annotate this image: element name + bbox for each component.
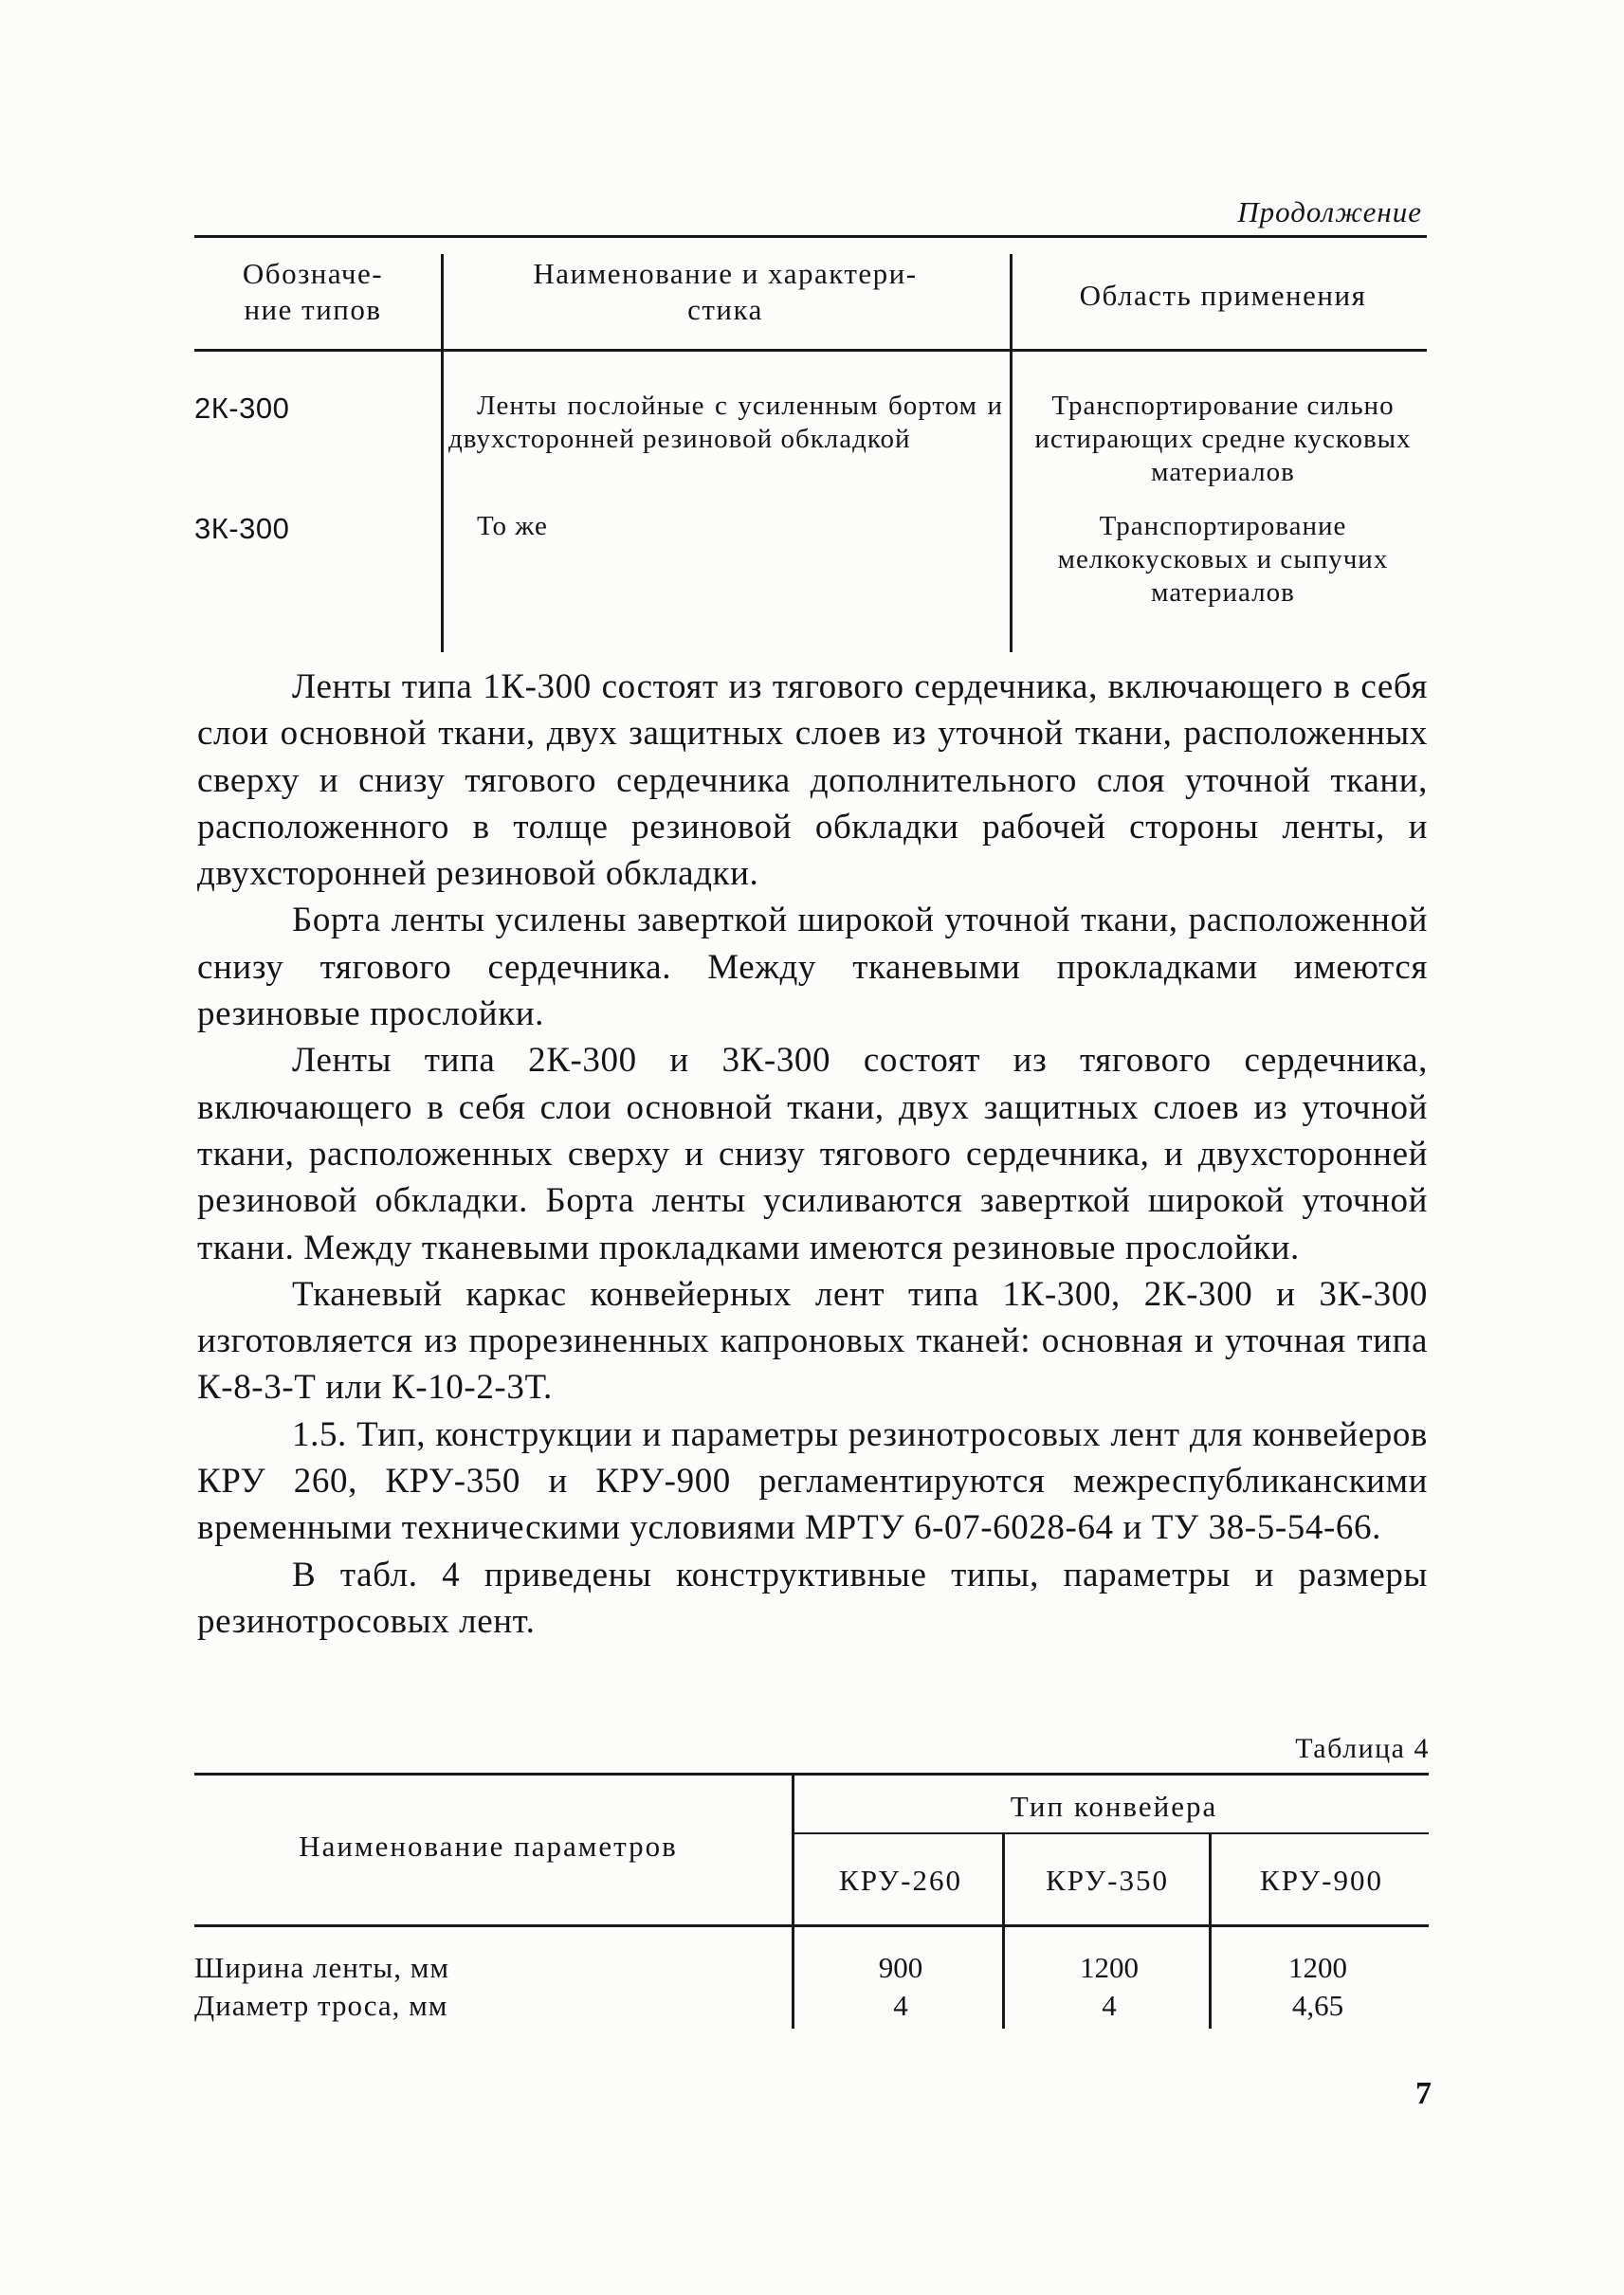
column-header-kru260: КРУ-260 [839, 1864, 962, 1897]
column-header-kru350: КРУ-350 [1046, 1864, 1169, 1897]
value-cell: 4,65 [1291, 1989, 1344, 2022]
parameter-header: Наименование параметров [299, 1830, 678, 1863]
types-table [194, 235, 1427, 652]
value-cell: 900 [878, 1951, 923, 1984]
column-header-name: Наименование и характери- стика [533, 257, 918, 326]
body-text [197, 664, 1428, 1645]
table-top-rule [194, 1773, 1429, 1776]
table-caption: Таблица 4 [1295, 1733, 1430, 1764]
type-usage: Транспортирование мелкокусковых и сыпучих материалов [1057, 511, 1389, 608]
parameters-table [194, 1773, 1429, 2095]
paragraph: Ленты типа 1К-300 состоят из тягового сердечника, включающего в себя слои основной ткани, двух защитных слоев из уточной ткани, расположенных сверху и снизу тягового сердечника дополнительного слоя уточной ткани, расположенного в толще резиновой обкладки рабочей стороны ленты, и двухсторонней резиновой обкладки. [197, 667, 1428, 894]
paragraph: В табл. 4 приведены конструктивные типы, параметры и размеры резинотросовых лент. [197, 1555, 1428, 1641]
type-code: 2К-300 [194, 392, 290, 425]
column-header-usage: Область применения [1079, 279, 1367, 312]
type-code: 3К-300 [194, 512, 290, 545]
type-usage: Транспортирование сильно истирающих средне кусковых материалов [1034, 391, 1412, 487]
row-label-rope-diameter: Диаметр троса, мм [194, 1989, 448, 2022]
table-top-rule [194, 235, 1427, 238]
continued-label: Продолжение [1237, 195, 1422, 228]
column-header-kru900: КРУ-900 [1260, 1864, 1383, 1897]
table-header-rule [194, 349, 1427, 352]
column-header-type: Обозначе- ние типов [242, 257, 384, 326]
value-cell: 1200 [1288, 1951, 1347, 1984]
table-header-rule [194, 1924, 1429, 1927]
group-header-rule [794, 1832, 1429, 1834]
value-cell: 1200 [1080, 1951, 1139, 1984]
table-column-rule [1010, 254, 1013, 652]
type-description: То же [477, 511, 548, 541]
value-cell: 4 [1102, 1989, 1117, 2022]
paragraph: 1.5. Тип, конструкции и параметры резинотросовых лент для конвейеров КРУ 260, КРУ-350 и КРУ-900 регламентируются межреспубликанскими временными техническими условиями МРТУ 6-07-6028-64 и ТУ 38-5-54-66. [197, 1414, 1428, 1548]
paragraph: Тканевый каркас конвейерных лент типа 1К-300, 2К-300 и 3К-300 изготовляется из прорезиненных капроновых тканей: основная и уточная типа К-8-3-Т или К-10-2-3Т. [197, 1274, 1428, 1408]
row-label-belt-width: Ширина ленты, мм [194, 1951, 449, 1984]
paragraph: Борта ленты усилены заверткой широкой уточной ткани, расположенной снизу тягового сердечника. Между тканевыми прокладками имеются резиновые прослойки. [197, 901, 1428, 1034]
table-column-rule [792, 1773, 794, 2029]
value-cell: 4 [893, 1989, 908, 2022]
table-column-rule [441, 254, 444, 652]
table-column-rule [1209, 1832, 1212, 2029]
conveyor-type-header: Тип конвейера [1010, 1790, 1218, 1823]
paragraph: Ленты типа 2К-300 и 3К-300 состоят из тягового сердечника, включающего в себя слои основной ткани, двух защитных слоев из уточной ткани, расположенных сверху и снизу тягового сердечника, и двухсторонней резиновой обкладки. Борта ленты усиливаются заверткой широкой уточной ткани. Между тканевыми прокладками имеются резиновые прослойки. [197, 1041, 1428, 1267]
page-number: 7 [1415, 2076, 1432, 2111]
table-column-rule [1002, 1832, 1005, 2029]
type-description: Ленты послойные с усиленным бортом и двухсторонней резиновой обкладкой [448, 391, 1003, 454]
